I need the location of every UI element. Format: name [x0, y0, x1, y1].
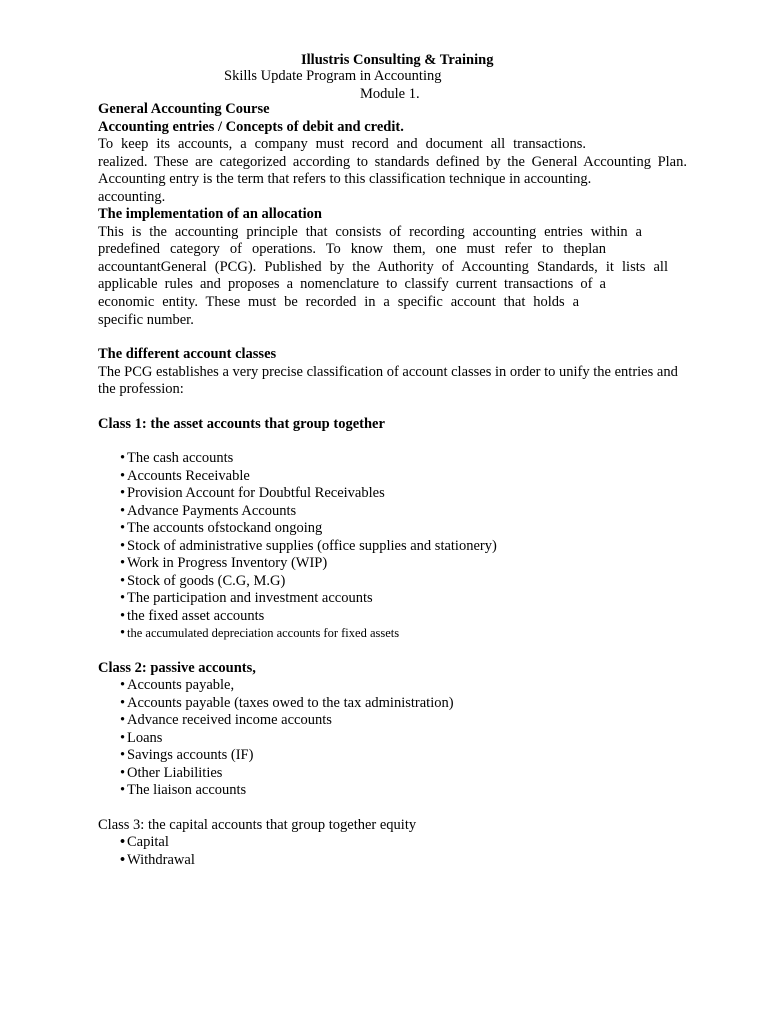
- list-item: • Other Liabilities: [120, 764, 223, 781]
- classes-intro-line: the profession:: [98, 381, 184, 397]
- list-item: • Advance Payments Accounts: [120, 502, 297, 519]
- bullet-icon: •: [120, 572, 126, 589]
- allocation-line: applicable rules and proposes a nomenclature to classify current transactions of a: [98, 276, 606, 292]
- list-item: • Advance received income accounts: [120, 712, 332, 728]
- intro-line: To keep its accounts, a company must record and document all transactions.: [98, 136, 586, 152]
- company-name: Illustris Consulting & Training: [301, 52, 494, 68]
- bullet-icon: •: [120, 555, 126, 571]
- list-item: • Loans: [120, 729, 163, 746]
- intro-line: Accounting entry is the term that refers to this classification technique in accounting.: [98, 171, 592, 187]
- list-item: • Stock of goods (C.G, M.G): [120, 572, 286, 589]
- class3-list: [120, 834, 195, 869]
- bullet-icon: •: [120, 747, 126, 763]
- list-item: • The cash accounts: [120, 450, 234, 466]
- bullet-icon: •: [120, 502, 126, 519]
- bullet-icon: •: [120, 764, 126, 781]
- list-item: • Work in Progress Inventory (WIP): [120, 555, 328, 571]
- list-item: • the fixed asset accounts: [120, 607, 265, 624]
- bullet-icon: •: [120, 729, 126, 746]
- bullet-icon: •: [120, 625, 126, 641]
- course-title: General Accounting Course: [98, 101, 270, 117]
- list-item: • Stock of administrative supplies (office supplies and stationery): [120, 537, 497, 554]
- list-item: • Provision Account for Doubtful Receivables: [120, 485, 385, 501]
- classes-intro-line: The PCG establishes a very precise classification of account classes in order to unify the entries and: [98, 364, 678, 380]
- list-item: • Accounts payable (taxes owed to the tax administration): [120, 694, 454, 711]
- class2-title: Class 2: passive accounts,: [98, 660, 256, 676]
- list-item: • Withdrawal: [120, 851, 195, 868]
- program-title: Skills Update Program in Accounting: [224, 68, 442, 84]
- list-item: • The participation and investment accounts: [120, 590, 373, 606]
- section-title-allocation: The implementation of an allocation: [98, 206, 322, 222]
- list-item: • The accounts ofstockand ongoing: [120, 520, 323, 536]
- list-item: • the accumulated depreciation accounts for fixed assets: [120, 625, 400, 641]
- class3-title: Class 3: the capital accounts that group together equity: [98, 817, 417, 833]
- list-item: • Accounts payable,: [120, 677, 235, 693]
- bullet-icon: •: [120, 782, 126, 798]
- bullet-icon: •: [120, 590, 126, 606]
- bullet-icon: •: [120, 851, 126, 868]
- bullet-icon: •: [120, 694, 126, 711]
- bullet-icon: •: [120, 537, 126, 554]
- list-item: • Accounts Receivable: [120, 467, 250, 484]
- intro-line: accounting.: [98, 189, 166, 205]
- bullet-icon: •: [120, 834, 126, 850]
- section-title-classes: The different account classes: [98, 346, 277, 362]
- list-item: • The liaison accounts: [120, 782, 247, 798]
- class2-list: [120, 677, 454, 800]
- bullet-icon: •: [120, 485, 126, 501]
- allocation-line: specific number.: [98, 312, 194, 328]
- bullet-icon: •: [120, 467, 126, 484]
- section-title-entries: Accounting entries / Concepts of debit and credit.: [98, 119, 404, 135]
- allocation-line: economic entity. These must be recorded in a specific account that holds a: [98, 294, 579, 310]
- bullet-icon: •: [120, 520, 126, 536]
- class1-title: Class 1: the asset accounts that group together: [98, 416, 385, 432]
- list-item: • Savings accounts (IF): [120, 747, 254, 763]
- module-label: Module 1.: [360, 86, 420, 102]
- allocation-line: predefined category of operations. To know them, one must refer to theplan: [98, 241, 606, 257]
- class1-list: [120, 450, 497, 643]
- list-item: • Capital: [120, 834, 169, 850]
- bullet-icon: •: [120, 677, 126, 693]
- bullet-icon: •: [120, 607, 126, 624]
- allocation-line: accountantGeneral (PCG). Published by the Authority of Accounting Standards, it lists all: [98, 259, 668, 275]
- bullet-icon: •: [120, 450, 126, 466]
- bullet-icon: •: [120, 712, 126, 728]
- allocation-line: This is the accounting principle that consists of recording accounting entries within a: [98, 224, 642, 240]
- intro-line: realized. These are categorized according to standards defined by the General Accounting Plan.: [98, 154, 687, 170]
